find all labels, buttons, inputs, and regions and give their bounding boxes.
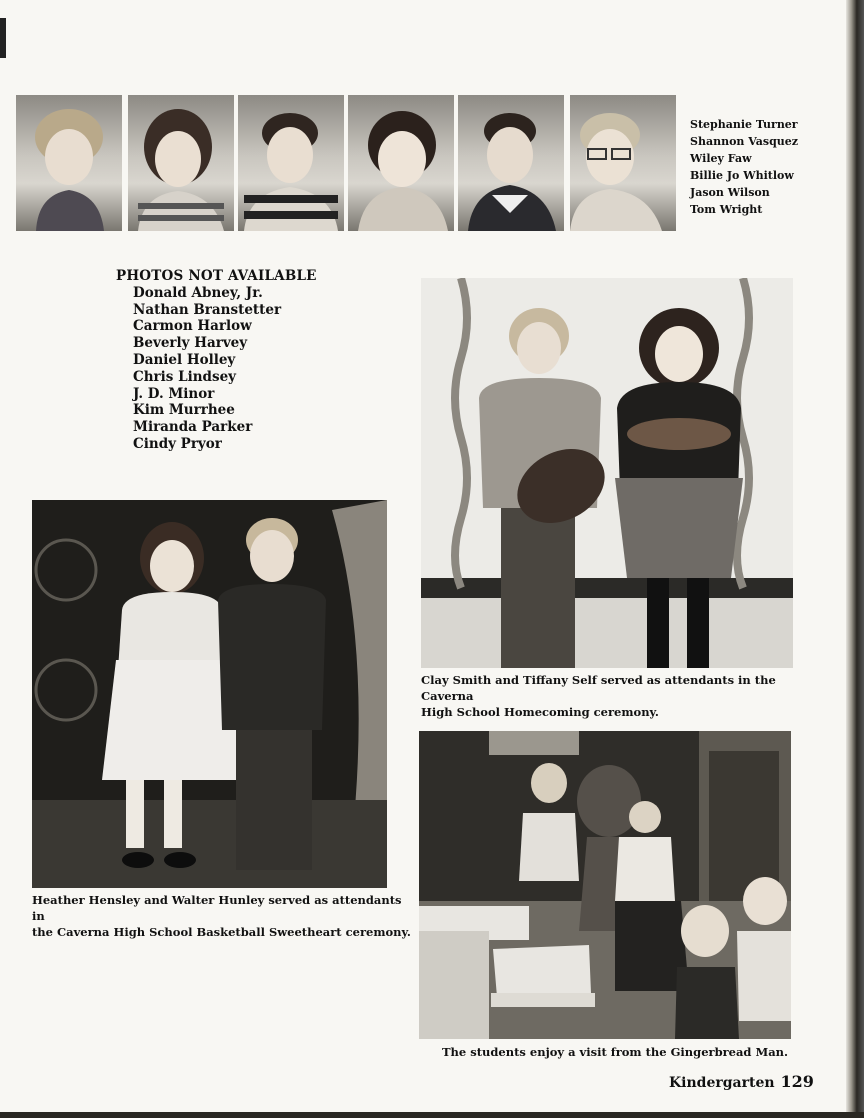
page-number: 129 — [780, 1072, 814, 1091]
portrait-name: Tom Wright — [690, 203, 763, 216]
absent-student-name: Carmon Harlow — [133, 318, 252, 335]
homecoming-caption — [421, 672, 811, 720]
caption-line: Clay Smith and Tiffany Self served as attendants in the Caverna — [421, 673, 776, 703]
gingerbread-photo — [419, 731, 791, 1039]
portrait-name: Wiley Faw — [690, 152, 752, 165]
portrait-name: Billie Jo Whitlow — [690, 169, 794, 182]
absent-student-name: Nathan Branstetter — [133, 301, 282, 318]
portrait-name: Shannon Vasquez — [690, 135, 799, 148]
section-title: Kindergarten — [669, 1075, 775, 1091]
gingerbread-caption — [442, 1044, 802, 1060]
portrait-name: Stephanie Turner — [690, 118, 798, 131]
portrait-name-list — [690, 116, 798, 218]
scan-edge-bottom — [0, 1112, 864, 1118]
portrait-photo-4 — [348, 95, 454, 231]
page-footer — [669, 1072, 814, 1091]
homecoming-photo — [421, 278, 793, 668]
portrait-photo-2 — [128, 95, 234, 231]
sweetheart-photo — [32, 500, 387, 888]
photos-not-available-list — [116, 285, 317, 453]
absent-student-name: Cindy Pryor — [133, 435, 222, 452]
absent-student-name: Daniel Holley — [133, 351, 236, 368]
absent-student-name: Kim Murrhee — [133, 402, 235, 419]
caption-line: High School Homecoming ceremony. — [421, 705, 659, 719]
absent-student-name: Donald Abney, Jr. — [133, 284, 263, 301]
portrait-photo-3 — [238, 95, 344, 231]
portrait-photo-5 — [458, 95, 564, 231]
scan-edge-right — [846, 0, 864, 1118]
absent-student-name: J. D. Minor — [133, 385, 215, 402]
absent-student-name: Beverly Harvey — [133, 335, 248, 352]
scan-edge-left — [0, 18, 6, 58]
portrait-name: Jason Wilson — [690, 186, 770, 199]
photos-not-available-heading: PHOTOS NOT AVAILABLE — [116, 268, 317, 284]
sweetheart-caption — [32, 892, 412, 940]
absent-student-name: Miranda Parker — [133, 419, 253, 436]
caption-line: the Caverna High School Basketball Sweetheart ceremony. — [32, 925, 411, 939]
caption-line: The students enjoy a visit from the Gingerbread Man. — [442, 1045, 789, 1059]
photos-not-available-block — [116, 268, 317, 453]
portrait-photo-1 — [16, 95, 122, 231]
portrait-photo-6 — [570, 95, 676, 231]
caption-line: Heather Hensley and Walter Hunley served as attendants in — [32, 893, 402, 923]
absent-student-name: Chris Lindsey — [133, 368, 237, 385]
